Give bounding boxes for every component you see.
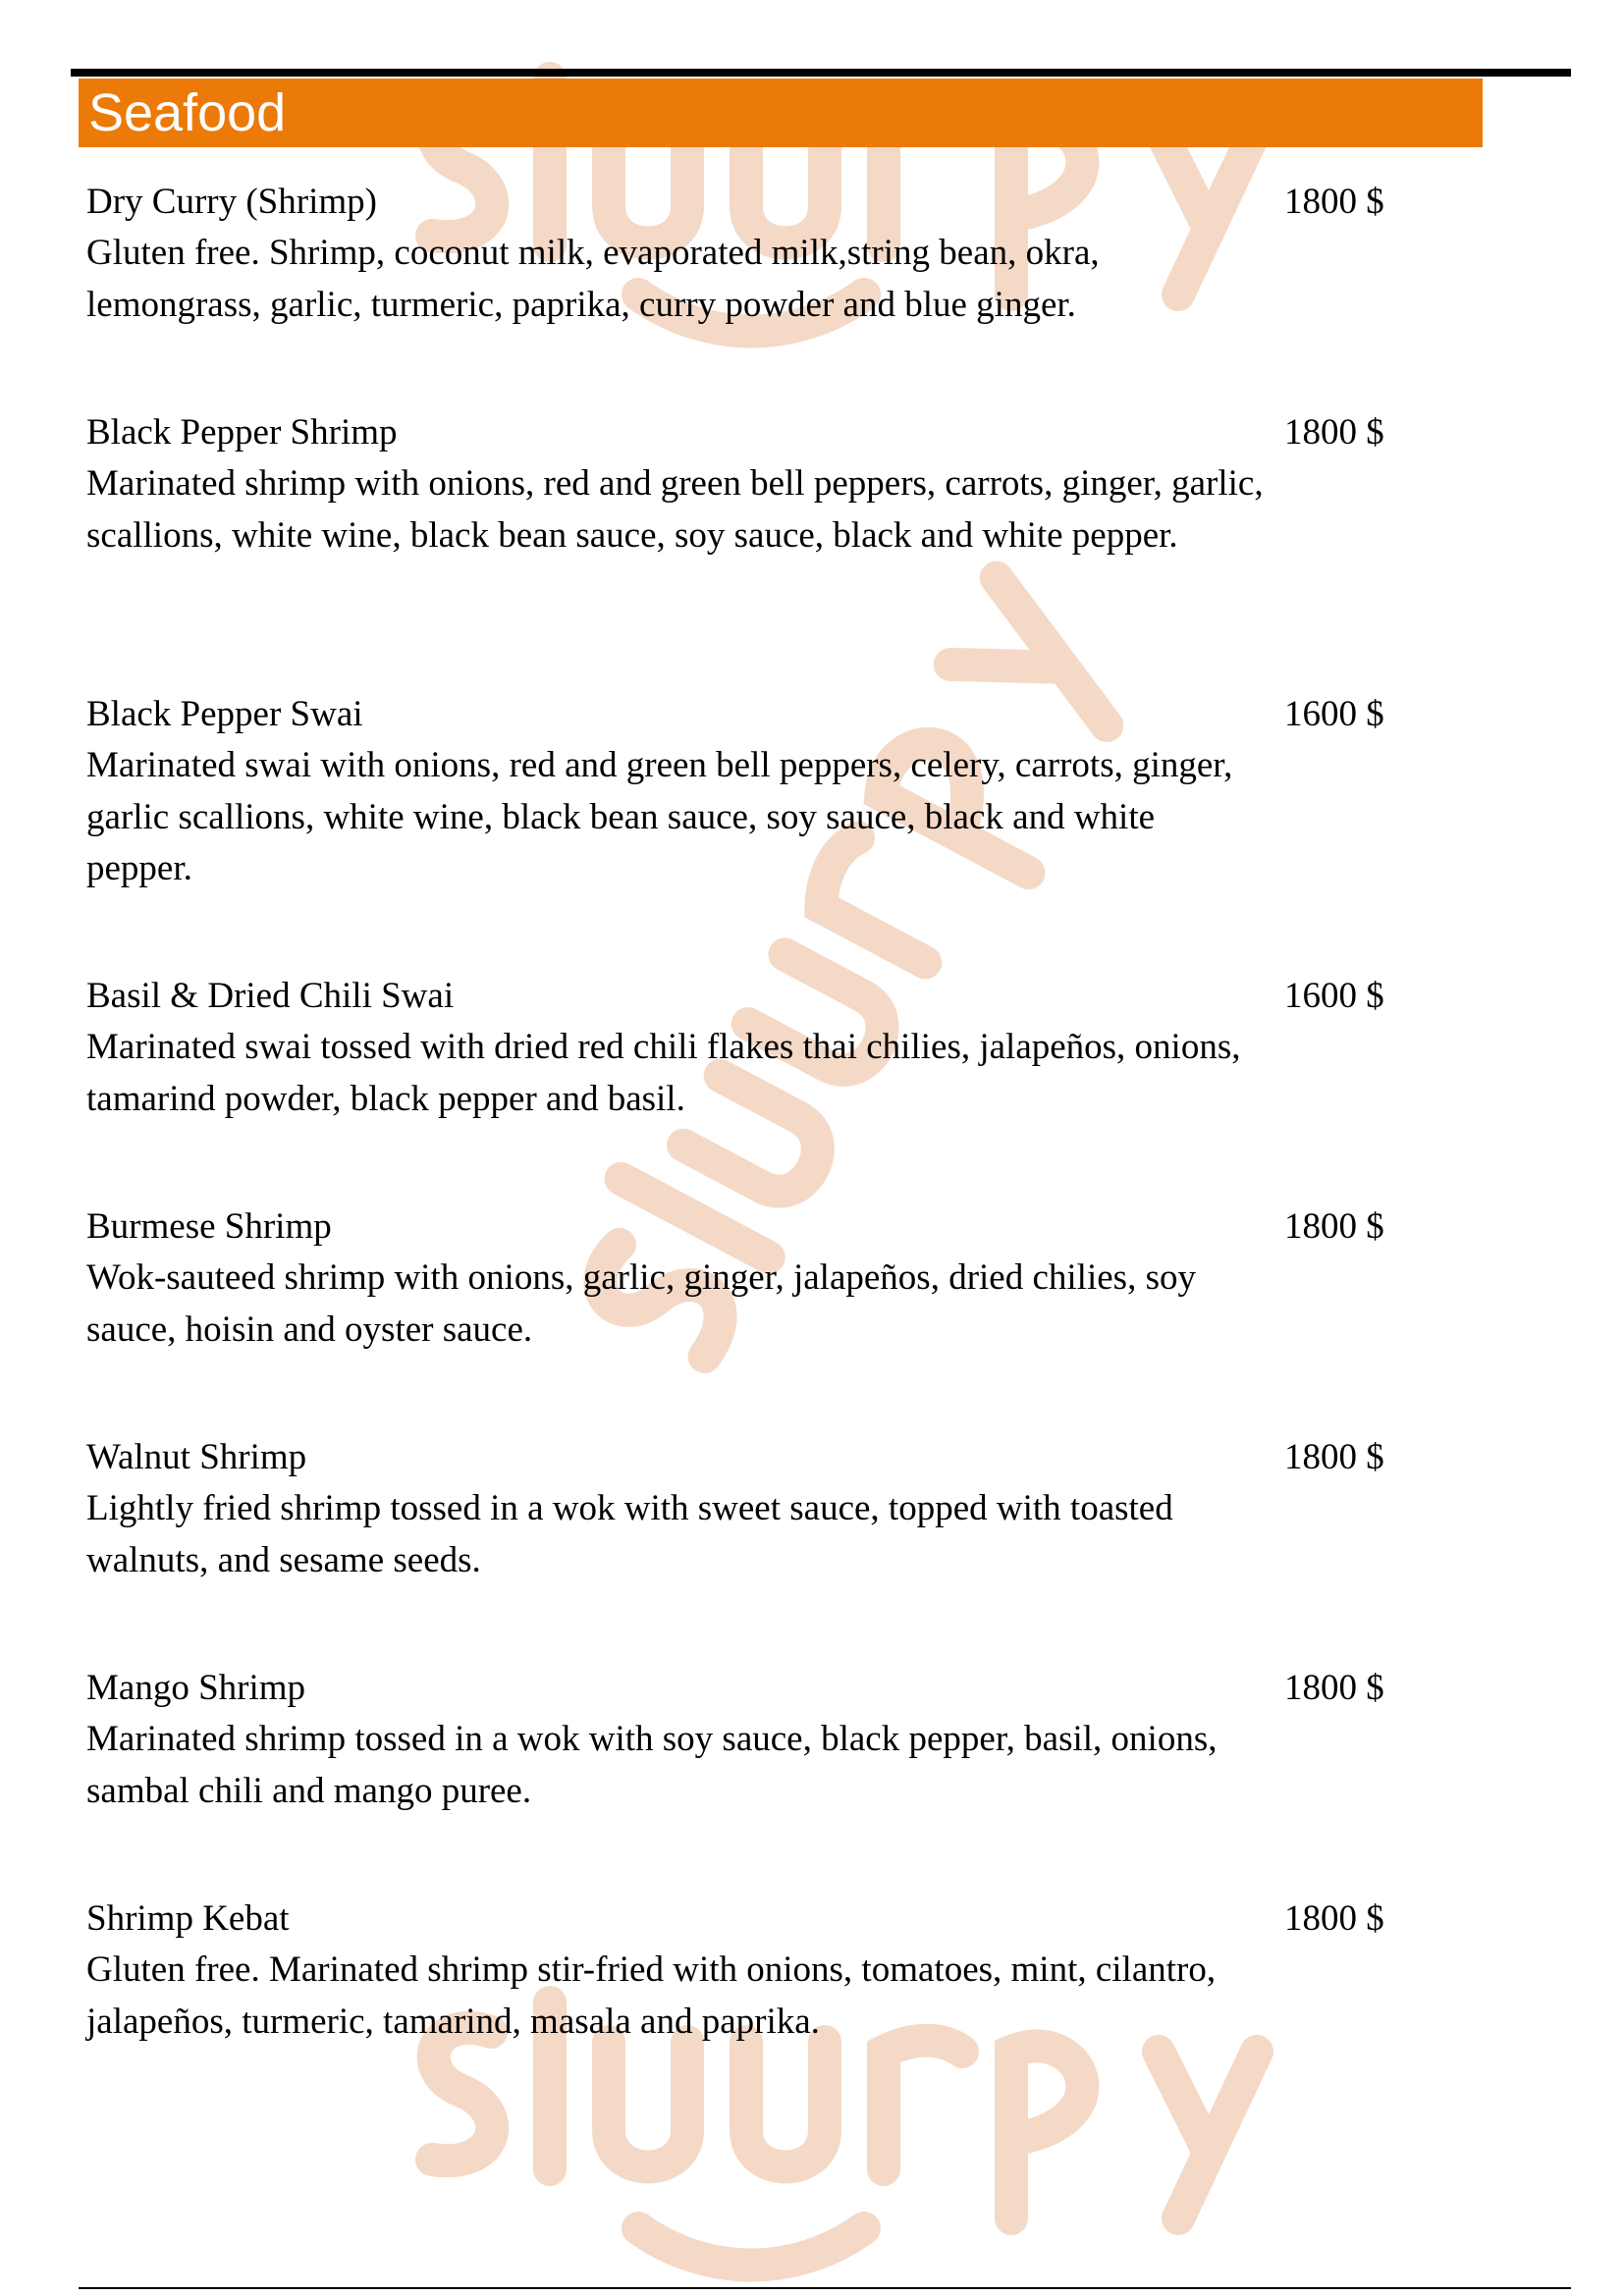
item-description: Gluten free. Marinated shrimp stir-fried with onions, tomatoes, mint, cilantro, jalapeños, turmeric, tamarind, masala and paprika. [86, 1949, 1217, 2042]
item-name: Black Pepper Swai [86, 694, 363, 734]
bottom-rule [79, 2287, 1571, 2289]
item-price: 1800 $ [1284, 1437, 1384, 1477]
item-price: 1800 $ [1284, 1206, 1384, 1247]
item-name: Shrimp Kebat [86, 1898, 290, 1939]
item-price: 1800 $ [1284, 1668, 1384, 1708]
item-description: Gluten free. Shrimp, coconut milk, evaporated milk,string bean, okra, lemongrass, garlic, turmeric, paprika, curry powder and blue ginger. [86, 233, 1100, 325]
item-description: Wok-sauteed shrimp with onions, garlic, ginger, jalapeños, dried chilies, soy sauce, hoisin and oyster sauce. [86, 1257, 1196, 1350]
item-name: Dry Curry (Shrimp) [86, 182, 377, 222]
item-description: Lightly fried shrimp tossed in a wok with sweet sauce, topped with toasted walnuts, and sesame seeds. [86, 1488, 1173, 1580]
item-price: 1800 $ [1284, 412, 1384, 453]
top-rule [71, 69, 1571, 77]
item-price: 1600 $ [1284, 976, 1384, 1016]
item-description: Marinated swai with onions, red and green bell peppers, celery, carrots, ginger, garlic scallions, white wine, black bean sauce, soy sauce, black and white pepper. [86, 745, 1233, 888]
item-description: Marinated swai tossed with dried red chili flakes thai chilies, jalapeños, onions, tamarind powder, black pepper and basil. [86, 1027, 1241, 1119]
section-header [79, 79, 1483, 147]
section-title: Seafood [88, 83, 287, 142]
item-name: Black Pepper Shrimp [86, 412, 398, 453]
item-price: 1800 $ [1284, 182, 1384, 222]
item-price: 1600 $ [1284, 694, 1384, 734]
item-name: Burmese Shrimp [86, 1206, 332, 1247]
item-name: Mango Shrimp [86, 1668, 306, 1708]
item-name: Basil & Dried Chili Swai [86, 976, 455, 1016]
item-name: Walnut Shrimp [86, 1437, 307, 1477]
item-description: Marinated shrimp with onions, red and green bell peppers, carrots, ginger, garlic, scallions, white wine, black bean sauce, soy sauce, black and white pepper. [86, 463, 1264, 556]
item-description: Marinated shrimp tossed in a wok with soy sauce, black pepper, basil, onions, sambal chili and mango puree. [86, 1719, 1218, 1811]
item-price: 1800 $ [1284, 1898, 1384, 1939]
